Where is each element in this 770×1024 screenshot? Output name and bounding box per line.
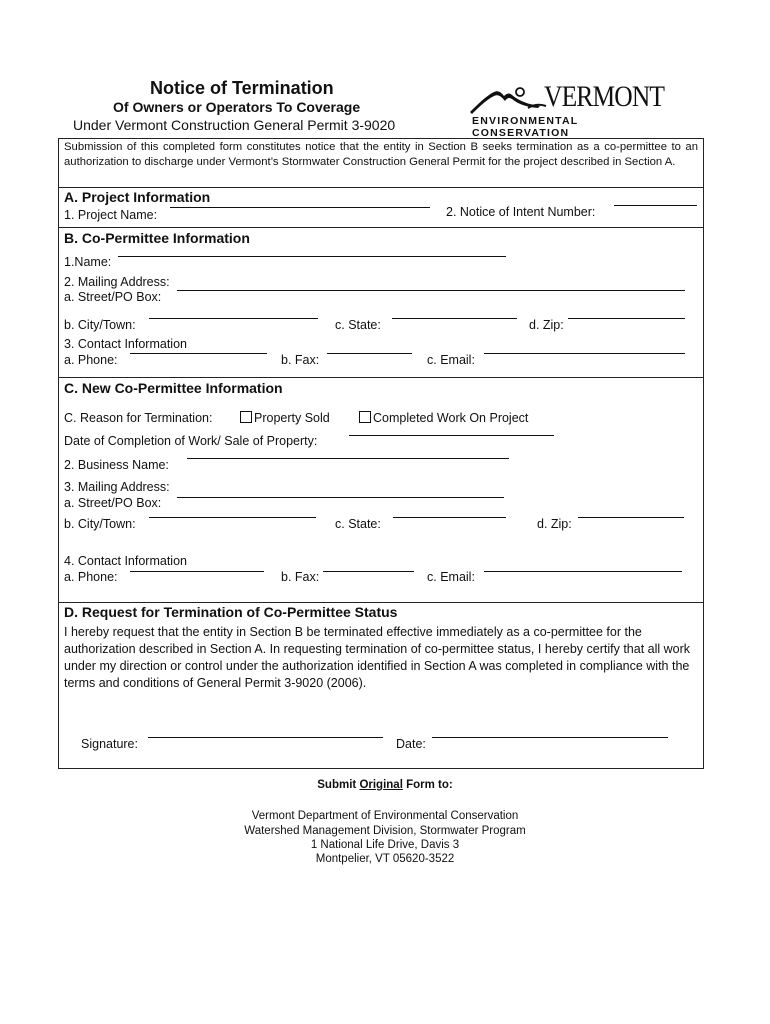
email-field[interactable] (484, 353, 685, 354)
section-a-heading: A. Project Information (64, 189, 211, 205)
submit-original: Original (359, 779, 403, 791)
new-state-label: c. State: (335, 517, 381, 531)
phone-label: a. Phone: (64, 353, 118, 367)
fax-field[interactable] (327, 353, 412, 354)
signature-label: Signature: (81, 737, 138, 751)
zip-field[interactable] (568, 318, 685, 319)
submit-pre: Submit (317, 779, 360, 791)
new-city-field[interactable] (149, 517, 316, 518)
completed-work-checkbox[interactable] (359, 411, 371, 423)
permit-line: Under Vermont Construction General Permit 3-9020 (73, 117, 396, 133)
new-contact-label: 4. Contact Information (64, 554, 187, 568)
phone-field[interactable] (130, 353, 267, 354)
reason-label: C. Reason for Termination: (64, 411, 213, 425)
new-street-label: a. Street/PO Box: (64, 496, 162, 510)
city-label: b. City/Town: (64, 318, 136, 332)
signature-field[interactable] (148, 737, 383, 738)
new-email-label: c. Email: (427, 570, 475, 584)
completion-date-label: Date of Completion of Work/ Sale of Property: (64, 434, 318, 448)
mailing-address-label: 2. Mailing Address: (64, 275, 170, 289)
logo-wordmark: VERMONT (544, 80, 665, 113)
submit-instruction (0, 779, 770, 791)
city-field[interactable] (149, 318, 318, 319)
address-line-3: 1 National Life Drive, Davis 3 (310, 839, 460, 851)
street-field[interactable] (177, 290, 685, 291)
new-mailing-label: 3. Mailing Address: (64, 480, 170, 494)
form-title: Notice of Termination (150, 78, 334, 98)
zip-label: d. Zip: (529, 318, 564, 332)
new-city-label: b. City/Town: (64, 517, 136, 531)
vermont-dec-logo (468, 80, 674, 139)
new-fax-label: b. Fax: (281, 570, 320, 584)
copermittee-name-label: 1.Name: (64, 255, 112, 269)
new-email-field[interactable] (484, 571, 682, 572)
address-line-4: Montpelier, VT 05620-3522 (315, 853, 455, 865)
date-field[interactable] (432, 737, 668, 738)
form-subtitle: Of Owners or Operators To Coverage (113, 99, 361, 115)
property-sold-checkbox[interactable] (240, 411, 252, 423)
mountain-logo-icon (468, 82, 548, 118)
logo-subtitle: ENVIRONMENTAL CONSERVATION (472, 115, 579, 139)
email-label: c. Email: (427, 353, 475, 367)
address-line-1: Vermont Department of Environmental Conservation (251, 810, 519, 822)
fax-label: b. Fax: (281, 353, 320, 367)
project-name-field[interactable] (170, 207, 430, 208)
section-c-heading: C. New Co-Permittee Information (64, 380, 283, 396)
noi-number-label: 2. Notice of Intent Number: (446, 205, 596, 219)
new-zip-field[interactable] (578, 517, 684, 518)
copermittee-name-field[interactable] (118, 256, 506, 257)
state-field[interactable] (392, 318, 517, 319)
state-label: c. State: (335, 318, 381, 332)
intro-text: Submission of this completed form constitutes notice that the entity in Section B seeks termination as a co-permittee to an authorization to discharge under Vermont’s Stormwater Construction General Permit for the project described in Section A. (64, 141, 698, 168)
new-phone-label: a. Phone: (64, 570, 118, 584)
section-d-heading: D. Request for Termination of Co-Permittee Status (64, 604, 398, 620)
completion-date-field[interactable] (349, 435, 554, 436)
new-fax-field[interactable] (323, 571, 414, 572)
new-state-field[interactable] (393, 517, 506, 518)
request-statement: I hereby request that the entity in Section B be terminated effective immediately as a co-permittee for the authorization described in Section A. In requesting termination of co-permittee status, I hereby certify that all work under my direction or control under the authorization identified in Section A was completed in compliance with the terms and conditions of General Permit 3-9020 (2006). (64, 625, 691, 690)
new-phone-field[interactable] (130, 571, 264, 572)
project-name-label: 1. Project Name: (64, 208, 158, 222)
noi-number-field[interactable] (614, 205, 697, 206)
date-label: Date: (396, 737, 426, 751)
business-name-label: 2. Business Name: (64, 458, 169, 472)
property-sold-label: Property Sold (254, 411, 330, 425)
address-line-2: Watershed Management Division, Stormwater Program (244, 825, 526, 837)
street-label: a. Street/PO Box: (64, 290, 162, 304)
business-name-field[interactable] (187, 458, 509, 459)
completed-work-label: Completed Work On Project (373, 411, 529, 425)
new-zip-label: d. Zip: (537, 517, 572, 531)
new-street-field[interactable] (177, 497, 504, 498)
section-b-heading: B. Co-Permittee Information (64, 230, 250, 246)
contact-info-label: 3. Contact Information (64, 337, 187, 351)
submit-post: Form to: (402, 779, 453, 791)
